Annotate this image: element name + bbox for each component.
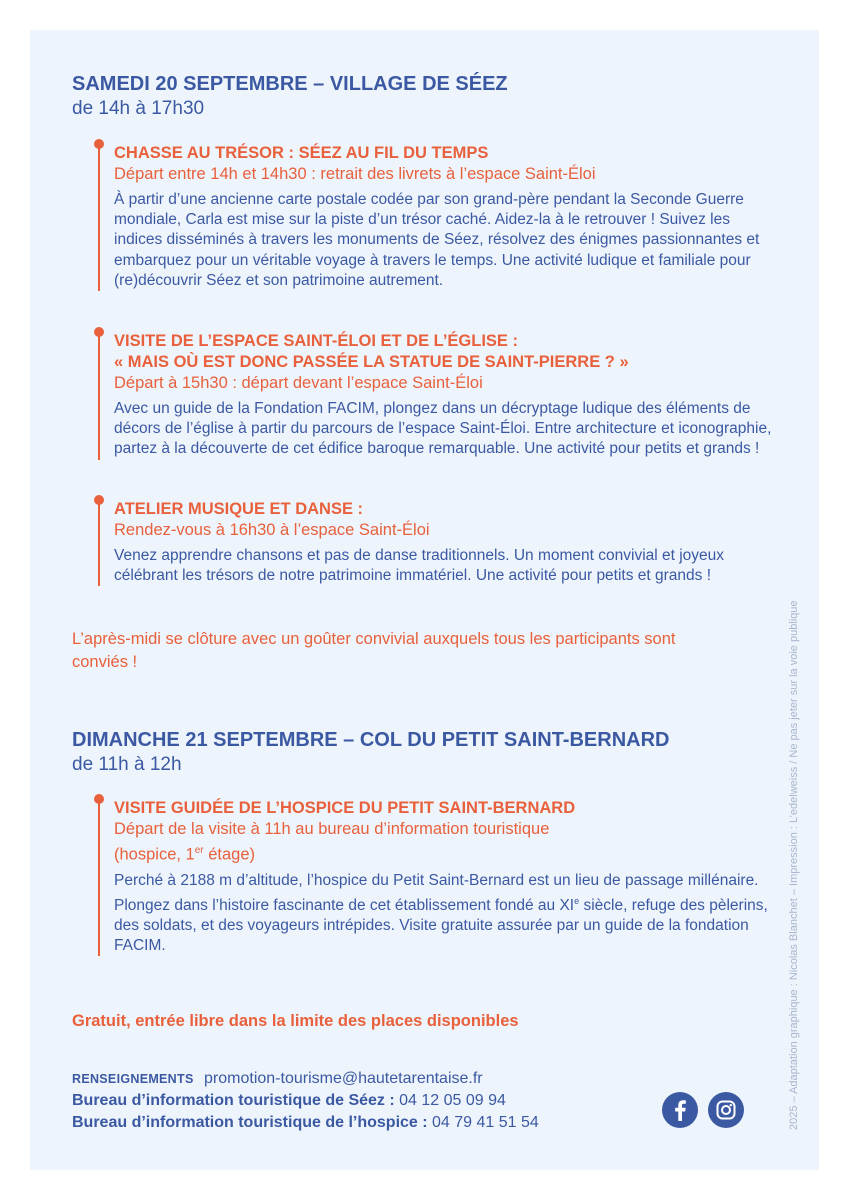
- event-subtitle: Rendez-vous à 16h30 à l’espace Saint-Éloi: [114, 521, 430, 539]
- event-description: Perché à 2188 m d’altitude, l’hospice du Petit Saint-Bernard est un lieu de passage millénaire. Plongez dans l’histoire fascinante de cet établissement fondé au XIe siècle, refuge des pèlerins, des soldats, et des voyageurs intrépides. Visite gratuite assurée par un guide de la fondation FACIM.: [114, 871, 768, 955]
- office-seez-line: [72, 1090, 539, 1112]
- event-title: CHASSE AU TRÉSOR : SÉEZ AU FIL DU TEMPS: [114, 144, 489, 162]
- event-hospice-visit: [98, 798, 776, 956]
- office-seez-phone[interactable]: 04 12 05 09 94: [399, 1092, 506, 1109]
- event-description: Venez apprendre chansons et pas de danse traditionnels. Un moment convivial et joyeux célébrant les trésors de notre patrimoine immatériel. Une activité pour petits et grands !: [114, 547, 725, 585]
- event-church-visit: [98, 331, 776, 460]
- facebook-icon[interactable]: [662, 1092, 698, 1128]
- contact-label: RENSEIGNEMENTS: [72, 1072, 194, 1086]
- event-subtitle-line1: Départ de la visite à 11h au bureau d’information touristique: [114, 820, 550, 838]
- event-title-line2: « MAIS OÙ EST DONC PASSÉE LA STATUE DE SAINT-PIERRE ? »: [114, 353, 629, 371]
- side-credit-note: 2025 – Adaptation graphique : Nicolas Blanchet – Impression : L’edelweiss / Ne pas jeter sur la voie publique: [788, 600, 800, 1130]
- office-hospice-label: Bureau d’information touristique de l’hospice :: [72, 1114, 428, 1131]
- office-hospice-phone[interactable]: 04 79 41 51 54: [432, 1114, 539, 1131]
- event-title: ATELIER MUSIQUE ET DANSE :: [114, 500, 364, 518]
- event-subtitle: Départ à 15h30 : départ devant l’espace Saint-Éloi: [114, 374, 483, 392]
- event-subtitle-line2: (hospice, 1er étage): [114, 845, 255, 864]
- event-description: Avec un guide de la Fondation FACIM, plongez dans un décryptage ludique des éléments de décors de l’église à partir du parcours de l’espace Saint-Éloi. Entre architecture et iconographie, partez à la découverte de cet édifice baroque remarquable. Une activité pour petits et grands !: [114, 400, 772, 458]
- free-entry-note: Gratuit, entrée libre dans la limite des places disponibles: [72, 1012, 519, 1030]
- office-hospice-line: [72, 1112, 539, 1134]
- event-music-dance: [98, 499, 776, 586]
- event-treasure-hunt: [98, 143, 776, 291]
- event-title-line1: VISITE DE L’ESPACE SAINT-ÉLOI ET DE L’ÉGLISE :: [114, 332, 519, 350]
- day1-time: de 14h à 17h30: [72, 98, 205, 119]
- event-description: À partir d’une ancienne carte postale codée par son grand-père pendant la Seconde Guerre mondiale, Carla est mise sur la piste d’un trésor caché. Aidez-la à le retrouver ! Suivez les indices disséminés à travers les monuments de Séez, résolvez des énigmes passionnantes et embarquez pour un véritable voyage à travers le temps. Une activité ludique et familiale pour (re)découvrir Séez et son patrimoine autrement.: [114, 191, 760, 289]
- office-seez-label: Bureau d’information touristique de Séez :: [72, 1092, 395, 1109]
- contact-info: [72, 1068, 539, 1134]
- closing-note: L’après-midi se clôture avec un goûter convivial auxquels tous les participants sont conviés !: [72, 630, 676, 671]
- contact-email-line: [72, 1068, 539, 1090]
- contact-email[interactable]: promotion-tourisme@hautetarentaise.fr: [204, 1070, 483, 1087]
- instagram-icon[interactable]: [708, 1092, 744, 1128]
- day2-time: de 11h à 12h: [72, 754, 182, 775]
- event-subtitle: Départ entre 14h et 14h30 : retrait des livrets à l’espace Saint-Éloi: [114, 165, 596, 183]
- day1-title: SAMEDI 20 SEPTEMBRE – VILLAGE DE SÉEZ: [72, 73, 508, 95]
- day2-title: DIMANCHE 21 SEPTEMBRE – COL DU PETIT SAINT-BERNARD: [72, 729, 670, 751]
- event-title: VISITE GUIDÉE DE L’HOSPICE DU PETIT SAINT-BERNARD: [114, 799, 576, 817]
